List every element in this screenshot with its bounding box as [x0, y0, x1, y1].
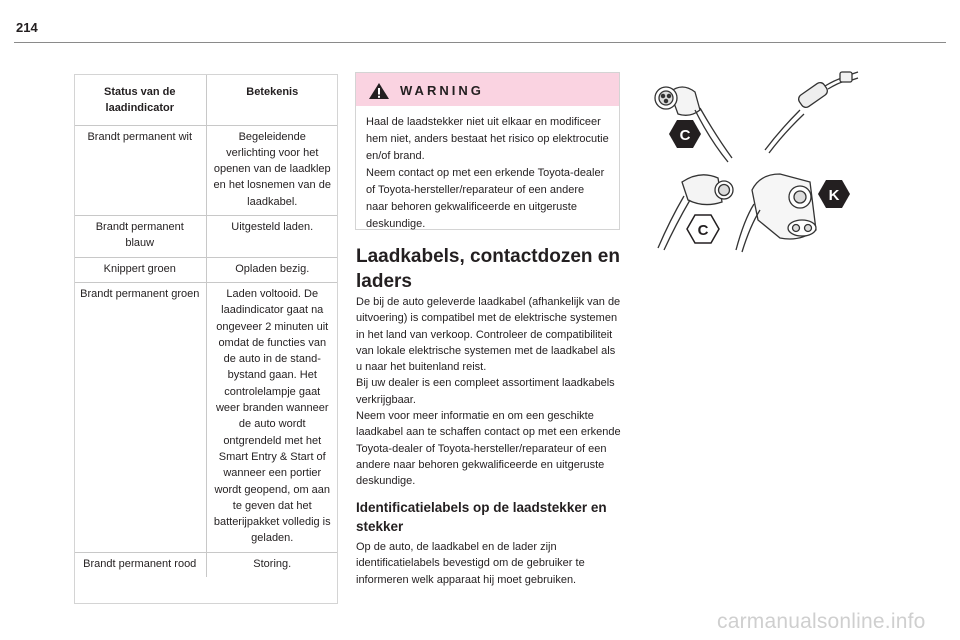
table-row [74, 282, 338, 552]
subsection-heading: Identificatielabels op de laadstekker en stekker [356, 500, 607, 534]
column-header-status: Status van de laadindicator [74, 74, 206, 125]
header-divider [14, 42, 946, 43]
page-number: 214 [16, 20, 38, 35]
charging-illustration [640, 70, 870, 260]
status-cell: Brandt permanent groen [74, 282, 206, 552]
status-cell: Brandt permanent blauw [74, 216, 206, 258]
mains-cable-icon [765, 72, 858, 153]
label-k-badge [818, 180, 850, 208]
status-cell: Brandt permanent wit [74, 125, 206, 215]
column-header-meaning: Betekenis [206, 74, 338, 125]
meaning-cell: Storing. [253, 557, 292, 570]
meaning-cell: Laden voltooid. De laadindicator gaat na ongeveer 2 minuten uit omdat de functies van de auto in de stand-bystand gaan. Het controlelampje gaat weer branden wanneer de auto wordt ontgrendeld met het Smart Entry & Start of wanneer een portier wordt geopend, om aan te geven dat het batterijpakket volledig is geladen. [206, 282, 338, 552]
table-row [74, 125, 338, 215]
meaning-cell: Uitgesteld laden. [206, 216, 338, 258]
subsection-body: Op de auto, de laadkabel en de lader zijn identificatielabels bevestigd om de gebruiker te informeren welk apparaat hij moet gebruiken. [356, 541, 585, 586]
label-c-badge [669, 120, 701, 148]
charging-socket-icon [736, 174, 816, 252]
table-row [74, 257, 338, 282]
watermark: carmanualsonline.info [717, 610, 926, 633]
table-row [74, 552, 338, 577]
warning-text: Haal de laadstekker niet uit elkaar en modificeer hem niet, anders bestaat het risico op elektrocutie en/of brand. Neem contact op met een erkende Toyota-dealer of Toyota-hersteller/reparateur of een andere naar behoren gekwalificeerde en uitgeruste deskundige. [366, 116, 609, 230]
status-cell: Brandt permanent rood [74, 552, 206, 577]
section-heading: Laadkabels, contactdozen en laders [356, 246, 620, 292]
label-c-outline-badge [687, 215, 719, 243]
status-table [74, 74, 338, 577]
table-header-row [74, 74, 338, 125]
section-body: De bij de auto geleverde laadkabel (afhankelijk van de uitvoering) is compatibel met de elektrische systemen in het land van verkoop. Controleer de compatibiliteit van lokale elektrische systemen met de laadkabel als u naar het buitenland reist. Bij uw dealer is een compleet assortiment laadkabels verkrijgbaar. Neem voor meer informatie en om een geschikte laadkabel aan te schaffen contact op met een erkende Toyota-dealer of Toyota-hersteller/reparateur of een andere naar behoren gekwalificeerde en uitgeruste deskundige. [356, 296, 621, 488]
meaning-cell: Begeleidende verlichting voor het openen van de laadklep en het losnemen van de laadkabel. [206, 125, 338, 215]
table-row [74, 216, 338, 258]
svg-text:C: C [697, 222, 709, 239]
warning-header [356, 73, 619, 106]
warning-title: WARNING [400, 83, 484, 98]
warning-box [355, 72, 620, 230]
warning-triangle-icon [368, 82, 390, 105]
meaning-cell: Opladen bezig. [206, 257, 338, 282]
svg-text:C: C [679, 127, 691, 144]
status-cell: Knippert groen [74, 257, 206, 282]
svg-text:K: K [828, 187, 840, 204]
